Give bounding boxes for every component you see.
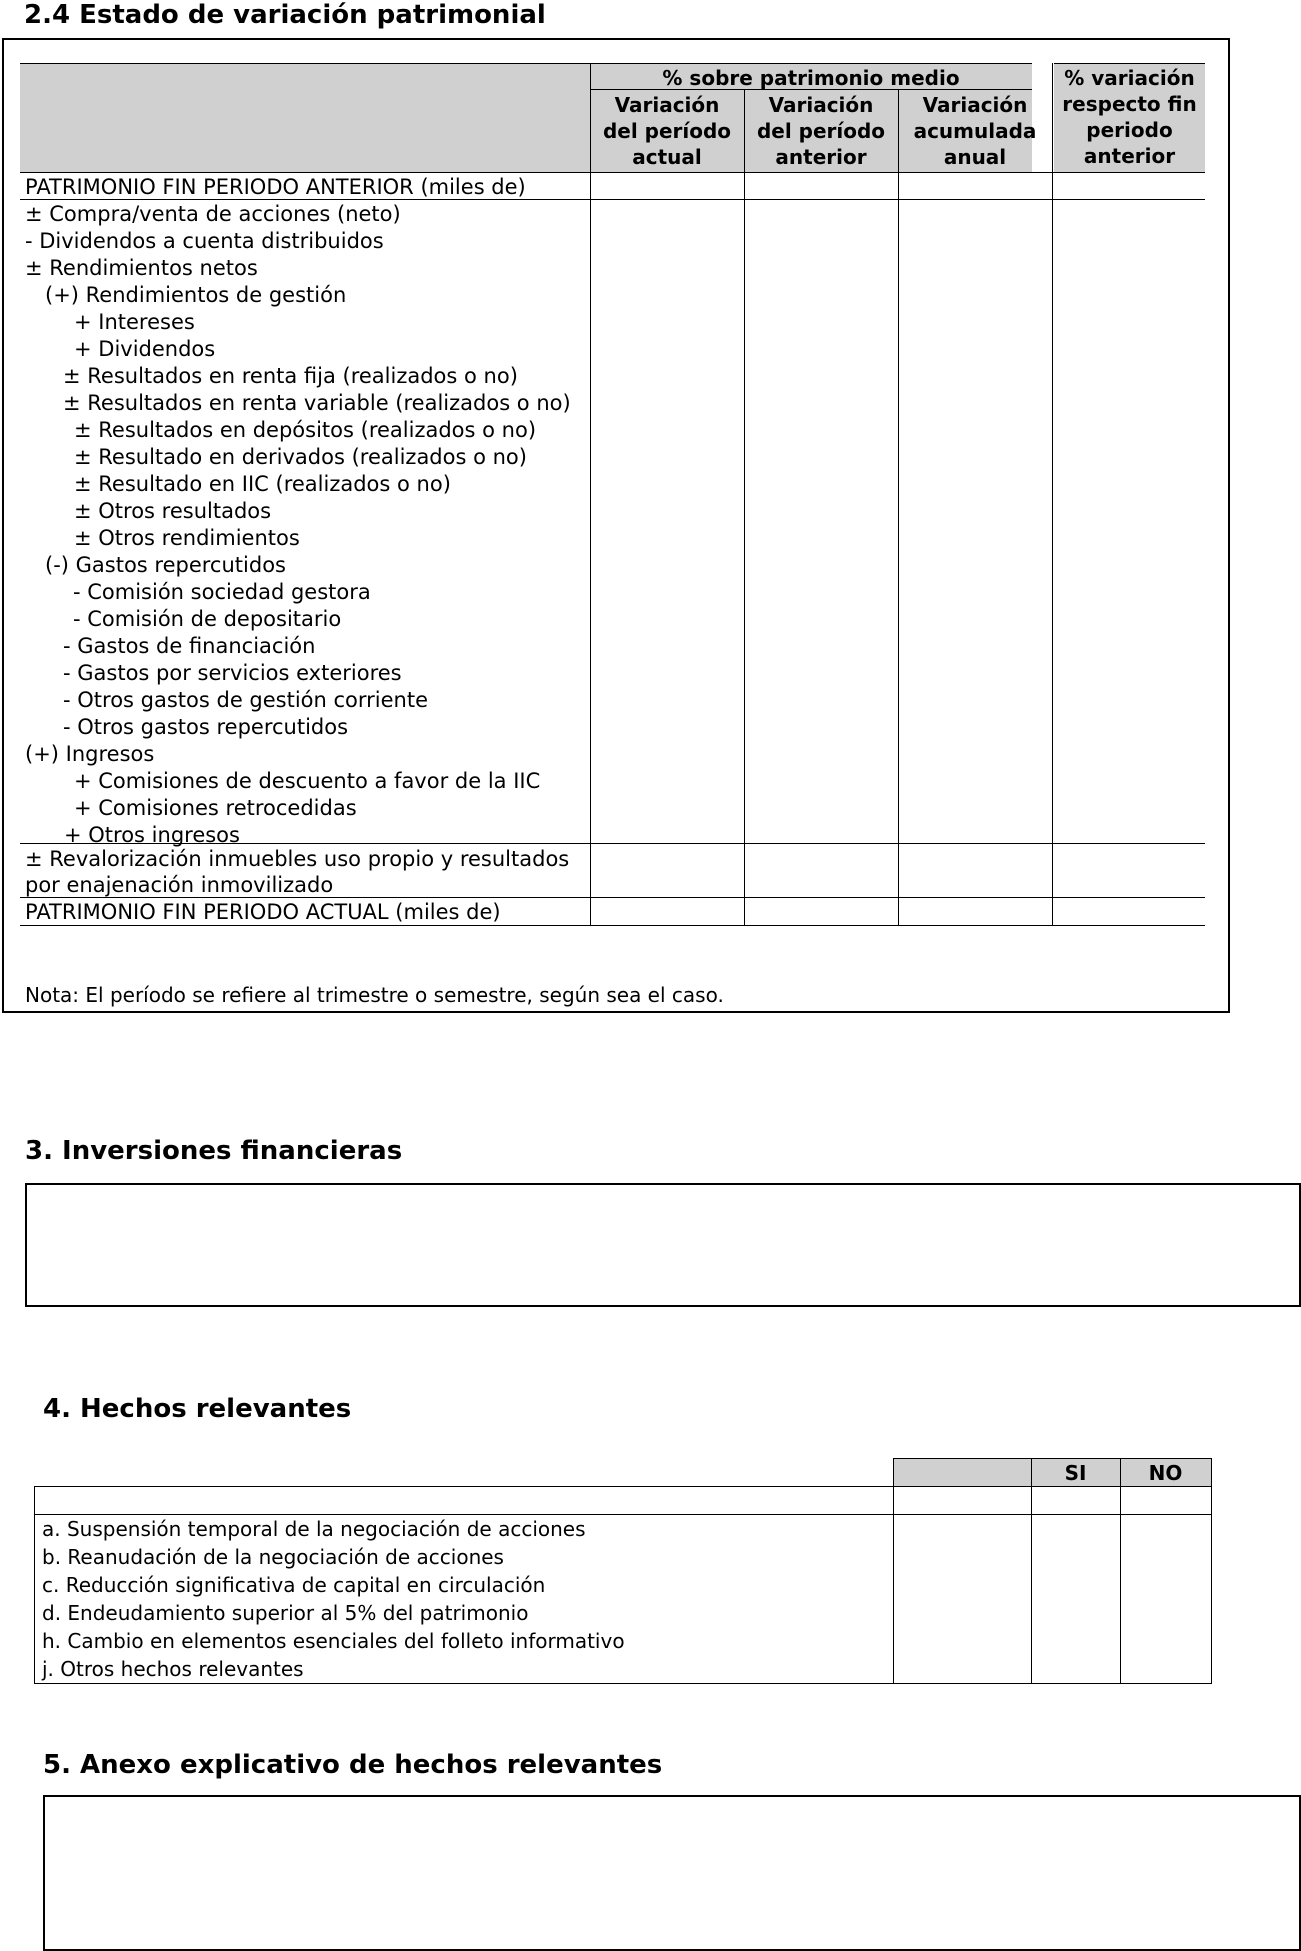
group-header-label: % sobre patrimonio medio [662, 66, 960, 90]
col-variacion-acumulada-header: Variación acumulada anual [913, 93, 1037, 169]
row-label: ± Otros resultados [74, 499, 272, 523]
hecho-item: a. Suspensión temporal de la negociación de acciones [42, 1517, 586, 1541]
section-3-title: 3. Inversiones financieras [25, 1136, 403, 1166]
row-label: (-) Gastos repercutidos [45, 553, 286, 577]
row-label: ± Resultados en depósitos (realizados o no) [74, 418, 537, 442]
hechos-rule [34, 1683, 1212, 1684]
hecho-item: c. Reducción significativa de capital en circulación [42, 1573, 546, 1597]
col-no-header: NO [1148, 1461, 1183, 1485]
row-label: - Dividendos a cuenta distribuidos [25, 229, 384, 253]
table-col-divider [744, 89, 745, 926]
row-label: + Comisiones retrocedidas [74, 796, 357, 820]
period-note: Nota: El período se refiere al trimestre o semestre, según sea el caso. [25, 983, 724, 1007]
hechos-col-divider [893, 1458, 894, 1683]
col-variacion-actual-header: Variación del período actual [602, 93, 732, 169]
row-label: - Gastos de financiación [63, 634, 316, 658]
row-label: ± Otros rendimientos [74, 526, 300, 550]
hechos-col-divider [1031, 1458, 1032, 1683]
col-si-header: SI [1064, 1461, 1087, 1485]
table-col-divider [898, 89, 899, 926]
row-label: - Otros gastos de gestión corriente [63, 688, 429, 712]
inversiones-financieras-box [25, 1183, 1301, 1307]
hecho-item: j. Otros hechos relevantes [42, 1657, 304, 1681]
row-label: ± Resultado en IIC (realizados o no) [74, 472, 451, 496]
row-label: PATRIMONIO FIN PERIODO ANTERIOR (miles de) [25, 175, 526, 199]
header-top-rule-col4 [1054, 63, 1205, 64]
hechos-col-divider [34, 1486, 35, 1683]
row-label: - Gastos por servicios exteriores [63, 661, 402, 685]
row-label: ± Rendimientos netos [25, 256, 258, 280]
row-label: (+) Rendimientos de gestión [45, 283, 347, 307]
table-col-divider [590, 63, 591, 926]
header-top-rule [20, 63, 1032, 64]
section-5-title: 5. Anexo explicativo de hechos relevantes [43, 1750, 663, 1780]
section-2-4-title: 2.4 Estado de variación patrimonial [24, 0, 546, 30]
row-label: ± Resultados en renta fija (realizados o no) [63, 364, 518, 388]
row-label: + Comisiones de descuento a favor de la IIC [74, 769, 541, 793]
row-label: ± Resultado en derivados (realizados o no) [74, 445, 527, 469]
section-4-title: 4. Hechos relevantes [43, 1394, 352, 1424]
row-label: ± Compra/venta de acciones (neto) [25, 202, 401, 226]
row-label: - Comisión sociedad gestora [73, 580, 371, 604]
hecho-item: d. Endeudamiento superior al 5% del patrimonio [42, 1601, 529, 1625]
table-col-divider [1052, 63, 1053, 926]
col-variacion-anterior-header: Variación del período anterior [756, 93, 886, 169]
row-label: por enajenación inmovilizado [25, 873, 334, 897]
hechos-col-divider [1120, 1458, 1121, 1683]
row-label: ± Revalorización inmuebles uso propio y resultados [25, 847, 570, 871]
row-label: - Comisión de depositario [73, 607, 342, 631]
table-rule [20, 172, 1205, 173]
col-variacion-fin-periodo-header: % variación respecto fin periodo anterior [1062, 66, 1197, 168]
row-label: ± Resultados en renta variable (realizados o no) [63, 391, 571, 415]
hechos-col-divider [1211, 1458, 1212, 1683]
hecho-item: b. Reanudación de la negociación de acciones [42, 1545, 504, 1569]
row-label: - Otros gastos repercutidos [63, 715, 349, 739]
row-label: (+) Ingresos [25, 742, 155, 766]
row-label: + Intereses [74, 310, 195, 334]
hecho-item: h. Cambio en elementos esenciales del folleto informativo [42, 1629, 625, 1653]
row-label: + Otros ingresos [64, 823, 240, 847]
anexo-explicativo-box [43, 1795, 1301, 1951]
row-label: + Dividendos [74, 337, 216, 361]
row-label: PATRIMONIO FIN PERIODO ACTUAL (miles de) [25, 900, 501, 924]
